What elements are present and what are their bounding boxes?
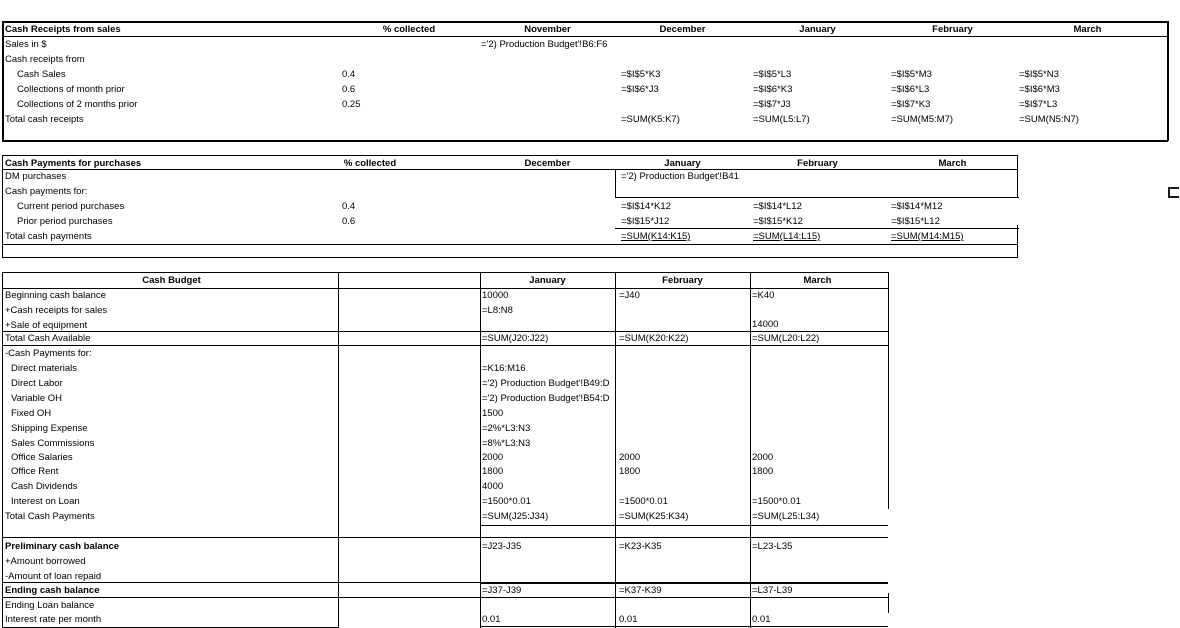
grid-border bbox=[1167, 21, 1169, 141]
formula-cell[interactable]: =SUM(M5:M7) bbox=[891, 114, 954, 125]
budget-row-label[interactable]: Ending Loan balance bbox=[5, 600, 95, 611]
formula-cell[interactable]: 2000 bbox=[482, 452, 504, 463]
formula-cell[interactable]: =1500*0.01 bbox=[752, 496, 801, 507]
formula-cell[interactable]: =1500*0.01 bbox=[482, 496, 531, 507]
formula-cell[interactable]: =J37-J39 bbox=[482, 585, 522, 596]
formula-cell[interactable]: =L23-L35 bbox=[752, 541, 793, 552]
formula-cell[interactable]: 1500 bbox=[482, 408, 504, 419]
grid-border bbox=[615, 228, 1019, 229]
pct-cell[interactable]: 0.6 bbox=[342, 84, 356, 95]
budget-row-label[interactable]: Preliminary cash balance bbox=[5, 541, 120, 552]
grid-border bbox=[615, 197, 1019, 198]
month-header[interactable]: March bbox=[938, 158, 967, 169]
formula-cell[interactable]: =$I$5*L3 bbox=[753, 69, 792, 80]
row-label[interactable]: Current period purchases bbox=[17, 201, 125, 212]
total-label[interactable]: Total cash receipts bbox=[5, 114, 84, 125]
formula-cell[interactable]: =$I$7*J3 bbox=[753, 99, 791, 110]
row-label[interactable]: Cash Sales bbox=[17, 69, 66, 80]
month-header[interactable]: March bbox=[803, 275, 832, 286]
formula-cell[interactable]: =$I$6*K3 bbox=[753, 84, 793, 95]
formula-cell[interactable]: =$I$5*M3 bbox=[891, 69, 932, 80]
month-header[interactable]: November bbox=[524, 24, 571, 35]
formula-cell[interactable]: 14000 bbox=[752, 319, 779, 330]
budget-title[interactable]: Cash Budget bbox=[142, 275, 201, 286]
formula-cell[interactable]: =J23-J35 bbox=[482, 541, 522, 552]
grid-border bbox=[2, 155, 3, 258]
budget-row-label[interactable]: Variable OH bbox=[11, 393, 63, 404]
budget-row-label[interactable]: +Cash receipts for sales bbox=[5, 305, 108, 316]
grid-border bbox=[2, 140, 1168, 142]
grid-border bbox=[480, 626, 888, 627]
budget-row-label[interactable]: Total Cash Available bbox=[5, 333, 91, 344]
budget-row-label[interactable]: Office Rent bbox=[11, 466, 59, 477]
budget-row-label[interactable]: Interest on Loan bbox=[11, 496, 80, 507]
budget-row-label[interactable]: Office Salaries bbox=[11, 452, 73, 463]
row-label[interactable]: Collections of 2 months prior bbox=[17, 99, 138, 110]
formula-cell[interactable]: =L8:N8 bbox=[482, 305, 513, 316]
grid-border bbox=[2, 537, 888, 538]
formula-cell[interactable]: =$I$15*J12 bbox=[621, 216, 670, 227]
formula-cell[interactable]: =$I$7*L3 bbox=[1019, 99, 1058, 110]
month-header[interactable]: January bbox=[529, 275, 566, 286]
row-label[interactable]: Cash receipts from bbox=[5, 54, 85, 65]
budget-row-label[interactable]: +Sale of equipment bbox=[5, 320, 88, 331]
formula-cell[interactable]: =K40 bbox=[752, 290, 775, 301]
grid-border bbox=[888, 593, 889, 613]
formula-cell[interactable]: =$I$14*L12 bbox=[753, 201, 802, 212]
budget-row-label[interactable]: Total Cash Payments bbox=[5, 511, 95, 522]
payments-title[interactable]: Cash Payments for purchases bbox=[5, 158, 142, 169]
row-label[interactable]: DM purchases bbox=[5, 171, 67, 182]
budget-row-label[interactable]: Cash Dividends bbox=[11, 481, 78, 492]
formula-cell[interactable]: =SUM(K14:K15) bbox=[621, 231, 691, 242]
grid-border bbox=[1017, 225, 1018, 258]
formula-cell[interactable]: =L37-L39 bbox=[752, 585, 793, 596]
formula-cell[interactable]: 0.01 bbox=[619, 614, 638, 625]
month-header[interactable]: January bbox=[799, 24, 836, 35]
formula-cell[interactable]: =$I$6*L3 bbox=[891, 84, 930, 95]
formula-cell[interactable]: 0.01 bbox=[752, 614, 771, 625]
formula-cell[interactable]: =K37-K39 bbox=[619, 585, 662, 596]
month-header[interactable]: December bbox=[659, 24, 706, 35]
month-header[interactable]: January bbox=[664, 158, 701, 169]
formula-cell[interactable]: 10000 bbox=[482, 290, 509, 301]
grid-border bbox=[615, 272, 616, 628]
month-header[interactable]: February bbox=[932, 24, 973, 35]
formula-cell[interactable]: =SUM(L14:L15) bbox=[753, 231, 821, 242]
formula-cell[interactable]: 1800 bbox=[482, 466, 504, 477]
month-header[interactable]: February bbox=[662, 275, 703, 286]
formula-cell[interactable]: =8%*L3:N3 bbox=[482, 438, 531, 449]
grid-border bbox=[480, 525, 888, 526]
grid-border bbox=[2, 582, 888, 583]
row-label[interactable]: Prior period purchases bbox=[17, 216, 113, 227]
formula-cell[interactable]: =K23-K35 bbox=[619, 541, 662, 552]
formula-cell[interactable]: =$I$6*J3 bbox=[621, 84, 659, 95]
grid-border bbox=[480, 583, 888, 584]
formula-cell[interactable]: =SUM(L5:L7) bbox=[753, 114, 810, 125]
grid-border bbox=[2, 288, 888, 289]
formula-cell[interactable]: ='2) Production Budget'!B41 bbox=[621, 171, 739, 182]
budget-row-label[interactable]: Sales Commissions bbox=[11, 438, 95, 449]
receipts-title[interactable]: Cash Receipts from sales bbox=[5, 24, 121, 35]
formula-cell[interactable]: =SUM(L25:L34) bbox=[752, 511, 820, 522]
budget-row-label[interactable]: Beginning cash balance bbox=[5, 290, 106, 301]
formula-cell[interactable]: =$I$14*M12 bbox=[891, 201, 943, 212]
pct-collected-header[interactable]: % collected bbox=[343, 158, 397, 169]
grid-border bbox=[2, 257, 1018, 258]
formula-cell[interactable]: =$I$6*M3 bbox=[1019, 84, 1060, 95]
budget-row-label[interactable]: -Amount of loan repaid bbox=[5, 571, 102, 582]
formula-cell[interactable]: 1800 bbox=[752, 466, 774, 477]
formula-cell[interactable]: ='2) Production Budget'!B54:D bbox=[482, 393, 610, 404]
grid-border bbox=[615, 169, 616, 198]
formula-cell[interactable]: =$I$15*K12 bbox=[753, 216, 803, 227]
formula-cell[interactable]: 4000 bbox=[482, 481, 504, 492]
pct-collected-header[interactable]: % collected bbox=[382, 24, 436, 35]
grid-border bbox=[750, 272, 751, 628]
grid-border bbox=[338, 272, 339, 628]
grid-border bbox=[888, 272, 889, 509]
grid-border bbox=[2, 36, 1168, 37]
formula-cell[interactable]: 2000 bbox=[619, 452, 641, 463]
row-label[interactable]: Collections of month prior bbox=[17, 84, 125, 95]
grid-border bbox=[2, 597, 888, 598]
budget-row-label[interactable]: Direct Labor bbox=[11, 378, 63, 389]
grid-border bbox=[2, 21, 1168, 23]
grid-border bbox=[2, 331, 888, 332]
total-label[interactable]: Total cash payments bbox=[5, 231, 92, 242]
formula-cell[interactable]: 1800 bbox=[619, 466, 641, 477]
budget-row-label[interactable]: Shipping Expense bbox=[11, 423, 88, 434]
formula-cell[interactable]: =$I$14*K12 bbox=[621, 201, 671, 212]
budget-row-label[interactable]: -Cash Payments for: bbox=[5, 348, 92, 359]
month-header[interactable]: March bbox=[1073, 24, 1102, 35]
formula-cell[interactable]: =SUM(K5:K7) bbox=[621, 114, 680, 125]
formula-cell[interactable]: =2%*L3:N3 bbox=[482, 423, 531, 434]
budget-row-label[interactable]: Direct materials bbox=[11, 363, 77, 374]
formula-cell[interactable]: =SUM(N5:N7) bbox=[1019, 114, 1079, 125]
month-header[interactable]: February bbox=[797, 158, 838, 169]
budget-row-label[interactable]: Ending cash balance bbox=[5, 585, 100, 596]
formula-cell[interactable]: =SUM(J25:J34) bbox=[482, 511, 549, 522]
grid-border bbox=[2, 21, 4, 141]
formula-cell[interactable]: =$I$5*N3 bbox=[1019, 69, 1059, 80]
formula-cell[interactable]: =SUM(K25:K34) bbox=[619, 511, 689, 522]
grid-border bbox=[2, 244, 1018, 245]
month-header[interactable]: December bbox=[524, 158, 571, 169]
row-label[interactable]: Cash payments for: bbox=[5, 186, 88, 197]
pct-cell[interactable]: 0.4 bbox=[342, 69, 356, 80]
formula-cell[interactable]: =J40 bbox=[619, 290, 640, 301]
row-label[interactable]: Sales in $ bbox=[5, 39, 47, 50]
grid-border bbox=[2, 272, 3, 628]
formula-cell[interactable]: =$I$7*K3 bbox=[891, 99, 931, 110]
formula-cell[interactable]: ='2) Production Budget'!B6:F6 bbox=[481, 39, 608, 50]
formula-cell[interactable]: 0.01 bbox=[482, 614, 501, 625]
budget-row-label[interactable]: Fixed OH bbox=[11, 408, 52, 419]
formula-cell[interactable]: =1500*0.01 bbox=[619, 496, 668, 507]
pct-cell[interactable]: 0.4 bbox=[342, 201, 356, 212]
formula-cell[interactable]: =SUM(J20:J22) bbox=[482, 333, 549, 344]
grid-border bbox=[2, 272, 888, 273]
formula-cell[interactable]: =SUM(K20:K22) bbox=[619, 333, 689, 344]
pct-cell[interactable]: 0.6 bbox=[342, 216, 356, 227]
grid-border bbox=[2, 169, 1018, 170]
grid-border bbox=[2, 345, 888, 346]
formula-cell[interactable]: =$I$15*L12 bbox=[891, 216, 940, 227]
formula-cell[interactable]: =$I$5*K3 bbox=[621, 69, 661, 80]
grid-border bbox=[480, 272, 481, 628]
formula-cell[interactable]: =SUM(M14:M15) bbox=[891, 231, 964, 242]
pct-cell[interactable]: 0.25 bbox=[342, 99, 361, 110]
formula-cell[interactable]: =K16:M16 bbox=[482, 363, 526, 374]
cell-selection-marker[interactable] bbox=[1168, 187, 1179, 198]
formula-cell[interactable]: =SUM(L20:L22) bbox=[752, 333, 820, 344]
formula-cell[interactable]: 2000 bbox=[752, 452, 774, 463]
formula-cell[interactable]: ='2) Production Budget'!B49:D bbox=[482, 378, 610, 389]
grid-border bbox=[2, 155, 1018, 156]
budget-row-label[interactable]: +Amount borrowed bbox=[5, 556, 86, 567]
budget-row-label[interactable]: Interest rate per month bbox=[5, 614, 102, 625]
